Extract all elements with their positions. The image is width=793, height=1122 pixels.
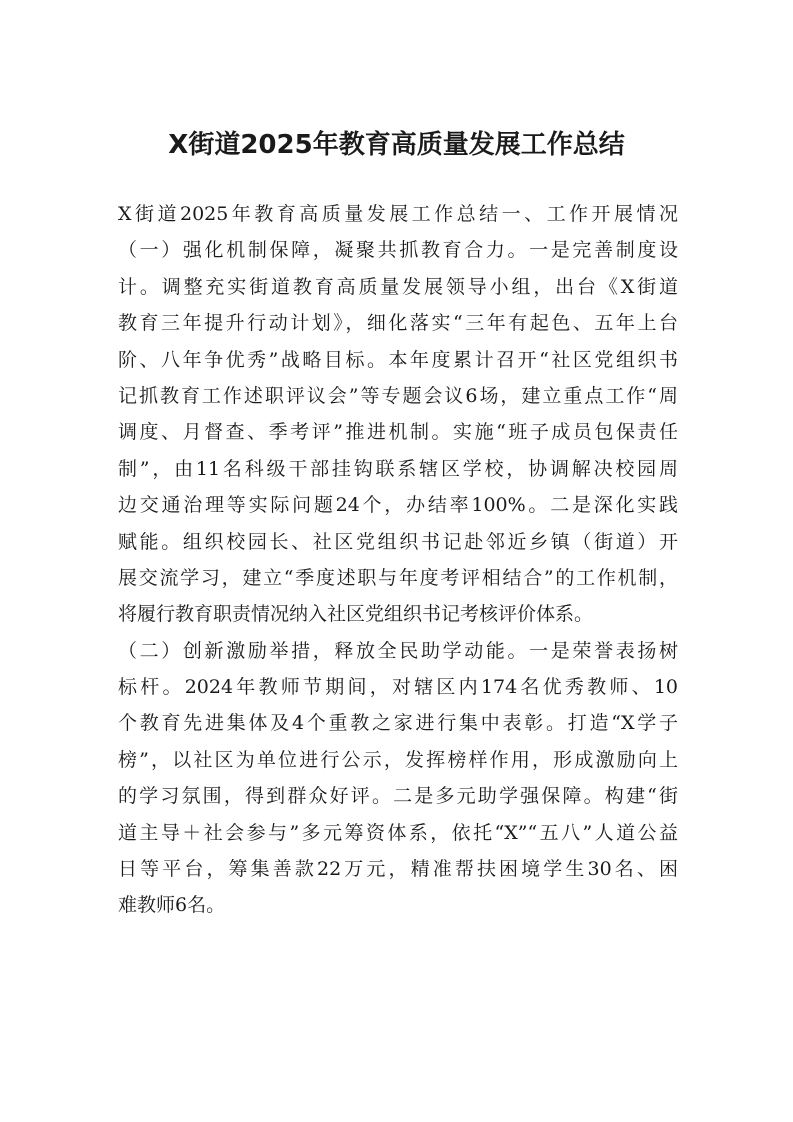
body-line: X街道2025年教育高质量发展工作总结一、工作开展情况 (118, 203, 678, 225)
body-line: 边交通治理等实际问题24个，办结率100%。二是深化实践 (118, 494, 678, 517)
body-line: 道主导＋社会参与”多元筹资体系，依托“X”“五八”人道公益 (118, 821, 678, 844)
body-line: 阶、八年争优秀”战略目标。本年度累计召开“社区党组织书 (118, 348, 678, 371)
body-line: （一）强化机制保障，凝聚共抓教育合力。一是完善制度设 (118, 239, 678, 262)
body-line: 标杆。2024年教师节期间，对辖区内174名优秀教师、10 (118, 676, 678, 699)
body-line: 个教育先进集体及4个重教之家进行集中表彰。打造“X学子 (118, 712, 678, 735)
body-line: 榜”，以社区为单位进行公示，发挥榜样作用，形成激励向上 (118, 748, 678, 771)
document-title: X街道2025年教育高质量发展工作总结 (168, 130, 625, 160)
body-line: 的学习氛围，得到群众好评。二是多元助学强保障。构建“街 (118, 785, 678, 808)
body-line: 日等平台，筹集善款22万元，精准帮扶困境学生30名、困 (118, 858, 678, 881)
body-line: 赋能。组织校园长、社区党组织书记赴邻近乡镇（街道）开 (118, 530, 678, 553)
body-line: 教育三年提升行动计划》，细化落实“三年有起色、五年上台 (118, 312, 678, 335)
body-line: 记抓教育工作述职评议会”等专题会议6场，建立重点工作“周 (118, 384, 678, 407)
body-line: 将履行教育职责情况纳入社区党组织书记考核评价体系。 (118, 603, 594, 626)
document-body (118, 196, 678, 924)
body-line: 制”，由11名科级干部挂钩联系辖区学校，协调解决校园周 (118, 457, 678, 480)
body-line: 计。调整充实街道教育高质量发展领导小组，出台《X街道 (118, 275, 678, 298)
body-line: （二）创新激励举措，释放全民助学动能。一是荣誉表扬树 (118, 639, 678, 662)
body-line: 难教师6名。 (118, 894, 226, 917)
body-line: 展交流学习，建立“季度述职与年度考评相结合”的工作机制， (118, 566, 678, 589)
body-line: 调度、月督查、季考评”推进机制。实施“班子成员包保责任 (118, 421, 678, 444)
